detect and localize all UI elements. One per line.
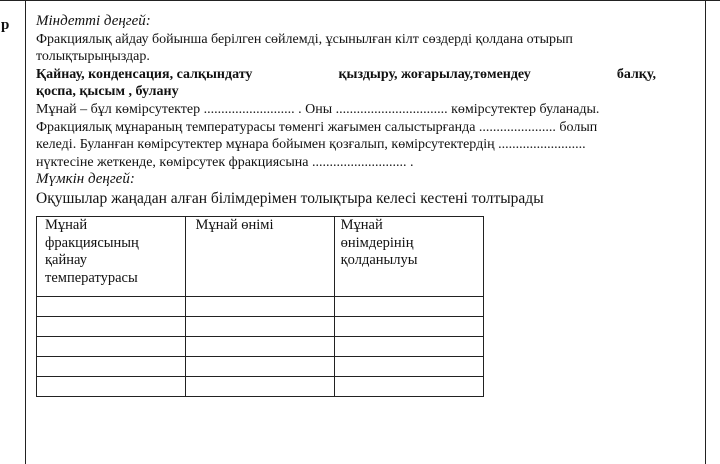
instruction-line-2: толықтырыңыздар. [36, 49, 150, 65]
table-cell[interactable] [334, 377, 483, 397]
table-cell[interactable] [185, 337, 334, 357]
fill-text-line-2: Фракциялық мұнараның температурасы төменгі жағымен салыстырғанда ...................... болып [36, 119, 598, 135]
table-cell[interactable] [185, 297, 334, 317]
fill-text-line-1: Мұнай – бұл көмірсутектер .......................... . Оны ................................ көмірсутектер буланады. [36, 101, 600, 117]
fill-text-line-3: келеді. Буланған көмірсутектер мұнара бойымен қозғалып, көмірсутектердің ......................... [36, 137, 586, 153]
table-cell[interactable] [37, 297, 186, 317]
keywords-group-2: қыздыру, жоғарылау,төмендеу [338, 66, 531, 82]
table-body [37, 297, 484, 397]
table-cell[interactable] [334, 337, 483, 357]
table-cell[interactable] [37, 337, 186, 357]
table-row [37, 297, 484, 317]
table-header-row [37, 217, 484, 297]
table-row [37, 357, 484, 377]
table-cell[interactable] [185, 357, 334, 377]
table-row [37, 317, 484, 337]
frame-top-border [0, 0, 720, 1]
table-row [37, 337, 484, 357]
header-petroleum-product: Мұнай өнімі [185, 217, 334, 297]
table-cell[interactable] [37, 317, 186, 337]
table-row [37, 377, 484, 397]
level1-heading: Міндетті деңгей: [36, 13, 151, 29]
frame-right-border [705, 0, 706, 464]
keywords-group-3: балқу, [616, 66, 656, 82]
table-cell[interactable] [185, 377, 334, 397]
level2-heading: Мүмкін деңгей: [36, 171, 135, 188]
table-cell[interactable] [185, 317, 334, 337]
answer-table [36, 216, 484, 397]
frame-left-border [25, 0, 26, 464]
table-cell[interactable] [334, 357, 483, 377]
table-cell[interactable] [37, 357, 186, 377]
header-boiling-temperature: Мұнай фракциясының қайнау температурасы [37, 217, 186, 297]
table-cell[interactable] [334, 317, 483, 337]
header-product-usage: Мұнай өнімдерінің қолданылуы [334, 217, 483, 297]
keywords-line-2: қоспа, қысым , булану [36, 84, 179, 100]
task-content [36, 13, 700, 208]
level2-instruction: Оқушылар жаңадан алған білімдерімен толықтыра келесі кестені толтырады [36, 189, 544, 207]
table-cell[interactable] [334, 297, 483, 317]
keywords-group-1: Қайнау, конденсация, салқындату [36, 66, 253, 82]
instruction-line-1: Фракциялық айдау бойынша берілген сөйлемді, ұсынылған кілт сөздерді қолдана отырып [36, 31, 573, 47]
fill-text-line-4: нүктесіне жеткенде, көмірсутек фракциясына ........................... . [36, 154, 414, 170]
table-cell[interactable] [37, 377, 186, 397]
margin-mark: р [1, 17, 10, 33]
keywords-row [36, 66, 656, 84]
